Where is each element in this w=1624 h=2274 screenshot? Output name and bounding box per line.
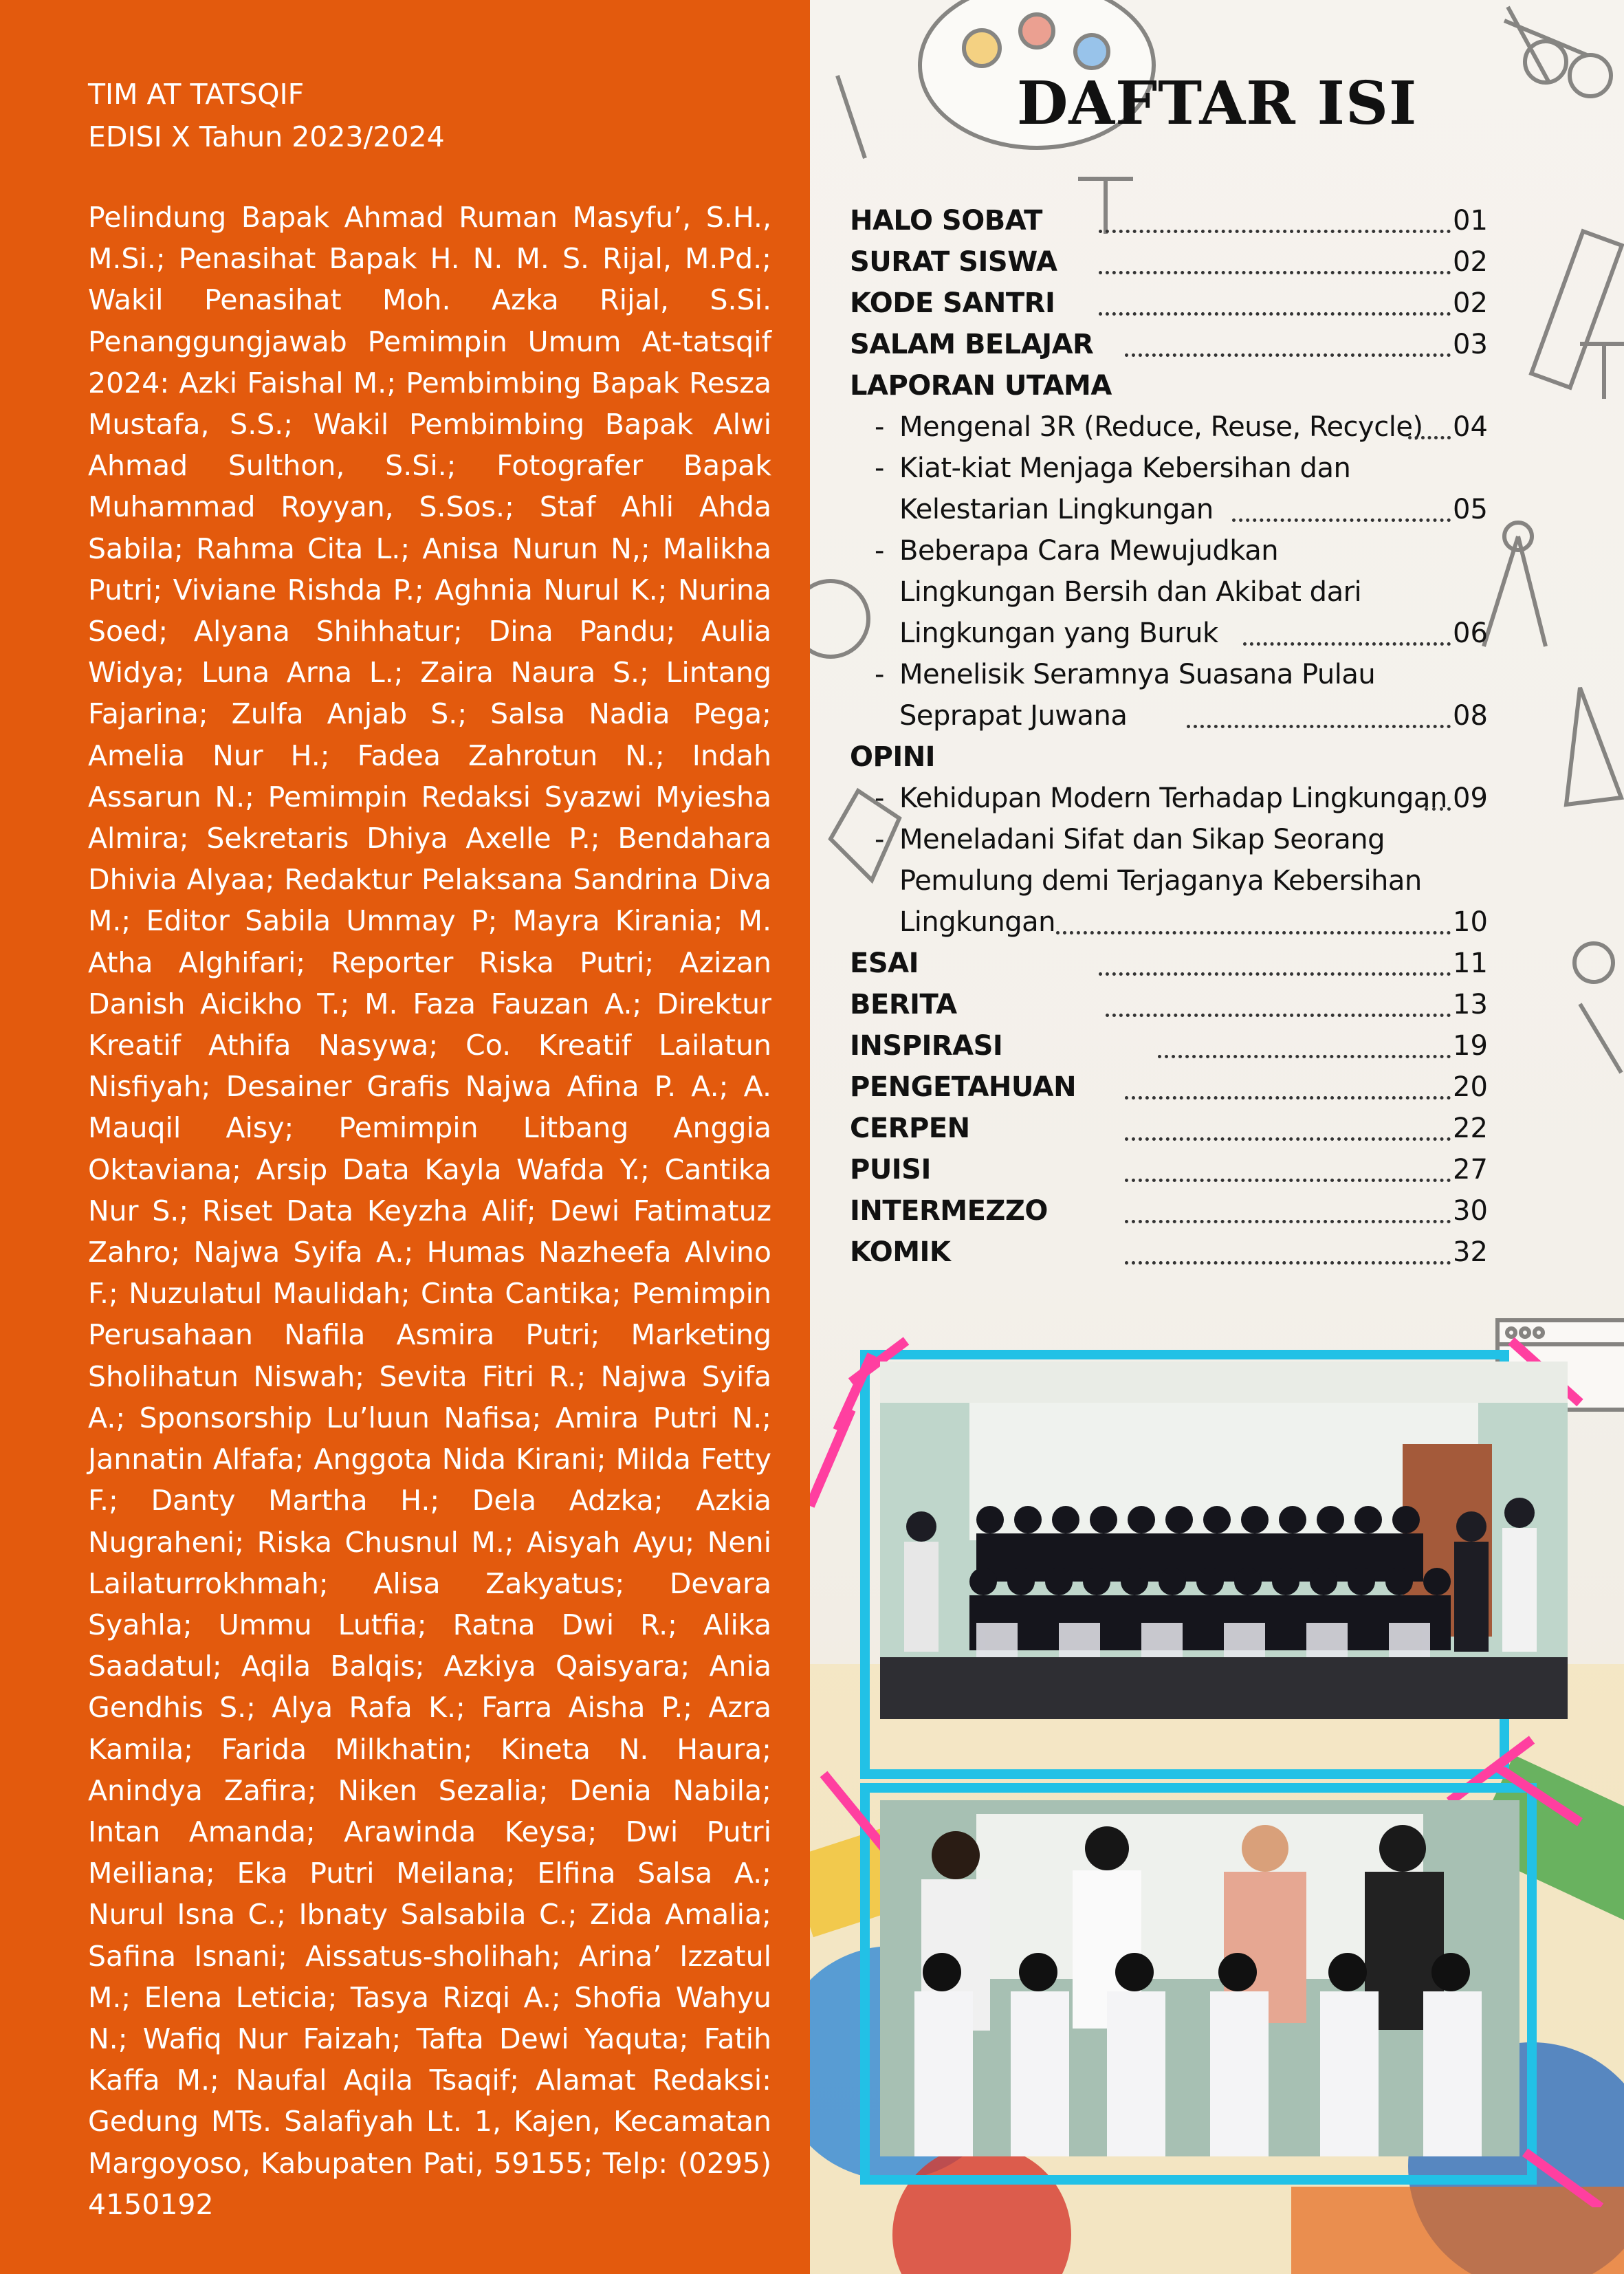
dot-leader [1106,1009,1451,1017]
teachers-photo-image [880,1800,1519,2156]
toc-subentry-title-line: Lingkungan Bersih dan Akibat dari [899,576,1362,608]
toc-section-label: ESAI [850,948,919,979]
team-name: TIM AT TATSQIF [88,78,305,111]
toc-subentry-title-line: Lingkungan [899,906,1056,938]
toc-subentry-title-line: Kiat-kiat Menjaga Kebersihan dan [899,452,1351,484]
toc-subentry-title-line: Seprapat Juwana [899,700,1128,732]
bullet-dash: - [875,659,885,690]
bullet-dash: - [875,824,885,855]
toc-subentry-title-line: Meneladani Sifat dan Sikap Seorang [899,824,1385,855]
dot-leader [1408,432,1451,439]
bullet-dash: - [875,452,885,484]
toc-section-label: PUISI [850,1154,931,1185]
toc-subentry-title-line: Menelisik Seramnya Suasana Pulau [899,659,1376,690]
toc-subentry-title-line: Lingkungan yang Buruk [899,617,1218,649]
dot-leader [1125,1133,1451,1141]
toc-subentry-title: Kehidupan Modern Terhadap Lingkungan [899,783,1447,814]
dot-leader [1125,1092,1451,1100]
dot-leader [1099,308,1451,316]
toc-section-label: BERITA [850,989,957,1020]
toc-section-label: LAPORAN UTAMA [850,370,1112,402]
toc-section-label: INSPIRASI [850,1030,1003,1062]
dot-leader [1158,1051,1451,1058]
dot-leader [1125,349,1451,357]
dot-leader [1125,1174,1451,1182]
masthead-heading [88,73,445,158]
toc-section-label: KOMIK [850,1236,951,1268]
bullet-dash: - [875,411,885,443]
group-photo-image [880,1362,1568,1719]
dot-leader [1099,226,1451,233]
dot-leader [1125,1216,1451,1223]
group-photo-students [880,1362,1568,1719]
toc-subentry-title-line: Kelestarian Lingkungan [899,494,1214,525]
toc-section-label: PENGETAHUAN [850,1071,1077,1103]
toc-section-label: OPINI [850,741,936,773]
dot-leader [1232,514,1451,522]
bullet-dash: - [875,535,885,567]
table-of-contents-panel: DAFTAR ISI HALO SOBAT 01 SURAT SISWA 02 KODE SANTRI 02 SALAM BELAJAR 03 LAPORAN UTAMA - Mengenal 3R (Reduce, Reuse, Recycle) 04 - Kiat-kiat Menjaga Kebersihan dan Kelestarian Lingkungan 05 - Beberapa Cara Mewujudkan Lingkungan Bersih dan Akibat dari Lingkungan yang Buruk 06 - Menelisik Seramnya Suasana Pulau Seprapat Juwana 08 OPINI - Kehidupan Modern Terhadap Lingkungan 09 - Meneladani Sifat dan Sikap Seorang Pemulung demi Terjaganya Kebersihan Lingkungan 10 ESAI 11 BERITA 13 INSPIRASI 19 PENGETAHUAN 20 CERPEN 22 PUISI 27 INTERMEZZO 30 KOMIK 32 [810,0,1624,2274]
staff-credits: Pelindung Bapak Ahmad Ruman Masyfu’, S.H., M.Si.; Penasihat Bapak H. N. M. S. Rijal, M.Pd.; Wakil Penasihat Moh. Azka Rijal, S.Si. Penanggungjawab Pemimpin Umum At-tatsqif 2024: Azki Faishal M.; Pembimbing Bapak Resza Mustafa, S.S.; Wakil Pembimbing Bapak Alwi Ahmad Sulthon, S.Si.; Fotografer Bapak Muhammad Royyan, S.Sos.; Staf Ahli Ahda Sabila; Rahma Cita L.; Anisa Nurun N,; Malikha Putri; Viviane Rishda P.; Aghnia Nurul K.; Nurina Soed; Alyana Shihhatur; Dina Pandu; Aulia Widya; Luna Arna L.; Zaira Naura S.; Lintang Fajarina; Zulfa Anjab S.; Salsa Nadia Pega; Amelia Nur H.; Fadea Zahrotun N.; Indah Assarun N.; Pemimpin Redaksi Syazwi Myiesha Almira; Sekretaris Dhiya Axelle P.; Bendahara Dhivia Alyaa; Redaktur Pelaksana Sandrina Diva M.; Editor Sabila Ummay P; Mayra Kirania; M. Atha Alghifari; Reporter Riska Putri; Azizan Danish Aicikho T.; M. Faza Fauzan A.; Direktur Kreatif Athifa Nasywa; Co. Kreatif Lailatun Nisfiyah; Desainer Grafis Najwa Afina P. A.; A. Mauqil Aisy; Pemimpin Litbang Anggia Oktaviana; Arsip Data Kayla Wafda Y.; Cantika Nur S.; Riset Data Keyzha Alif; Dewi Fatimatuz Zahro; Najwa Syifa A.; Humas Nazheefa Alvino F.; Nuzulatul Maulidah; Cinta Cantika; Pemimpin Perusahaan Nafila Asmira Putri; Marketing Sholihatun Niswah; Sevita Fitri R.; Najwa Syifa A.; Sponsorship Lu’luun Nafisa; Amira Putri N.; Jannatin Alfafa; Anggota Nida Kirani; Milda Fetty F.; Danty Martha H.; Dela Adzka; Azkia Nugraheni; Riska Chusnul M.; Aisyah Ayu; Neni Lailaturrokhmah; Alisa Zakyatus; Devara Syahla; Ummu Lutfia; Ratna Dwi R.; Alika Saadatul; Aqila Balqis; Azkiya Qaisyara; Ania Gendhis S.; Alya Rafa K.; Farra Aisha P.; Azra Kamila; Farida Milkhatin; Kineta N. Haura; Anindya Zafira; Niken Sezalia; Denia Nabila; Intan Amanda; Arawinda Keysa; Dwi Putri Meiliana; Eka Putri Meilana; Elfina Salsa A.; Nurul Isna C.; Ibnaty Salsabila C.; Zida Amalia; Safina Isnani; Aissatus-sholihah; Arina’ Izzatul M.; Elena Leticia; Tasya Rizqi A.; Shofia Wahyu N.; Wafiq Nur Faizah; Tafta Dewi Yaquta; Fatih Kaffa M.; Naufal Aqila Tsaqif; Alamat Redaksi: Gedung MTs. Salafiyah Lt. 1, Kajen, Kecamatan Margoyoso, Kabupaten Pati, 59155; Telp: (0295) 4150192 [88,201,771,2221]
dot-leader [1125,1257,1451,1265]
group-photo-teachers [880,1800,1519,2156]
toc-subentry-title-line: Beberapa Cara Mewujudkan [899,535,1279,567]
toc-subentry-title-line: Pemulung demi Terjaganya Kebersihan [899,865,1422,897]
toc-section-label: INTERMEZZO [850,1195,1048,1227]
page-title: DAFTAR ISI [1016,69,1418,138]
dot-leader [1056,927,1451,934]
dot-leader [1099,267,1451,274]
toc-section-label: CERPEN [850,1113,970,1144]
toc-subentry-title: Mengenal 3R (Reduce, Reuse, Recycle) [899,411,1423,443]
toc-section-label: SURAT SISWA [850,246,1057,278]
edition-label: EDISI X Tahun 2023/2024 [88,120,445,153]
dot-leader [1425,803,1451,811]
toc-section-label: KODE SANTRI [850,287,1055,319]
dot-leader [1187,721,1451,728]
credits-panel [0,0,810,2274]
toc-section-label: HALO SOBAT [850,205,1042,237]
dot-leader [1243,638,1451,646]
dot-leader [1099,968,1451,976]
bullet-dash: - [875,783,885,814]
toc-section-label: SALAM BELAJAR [850,329,1094,360]
